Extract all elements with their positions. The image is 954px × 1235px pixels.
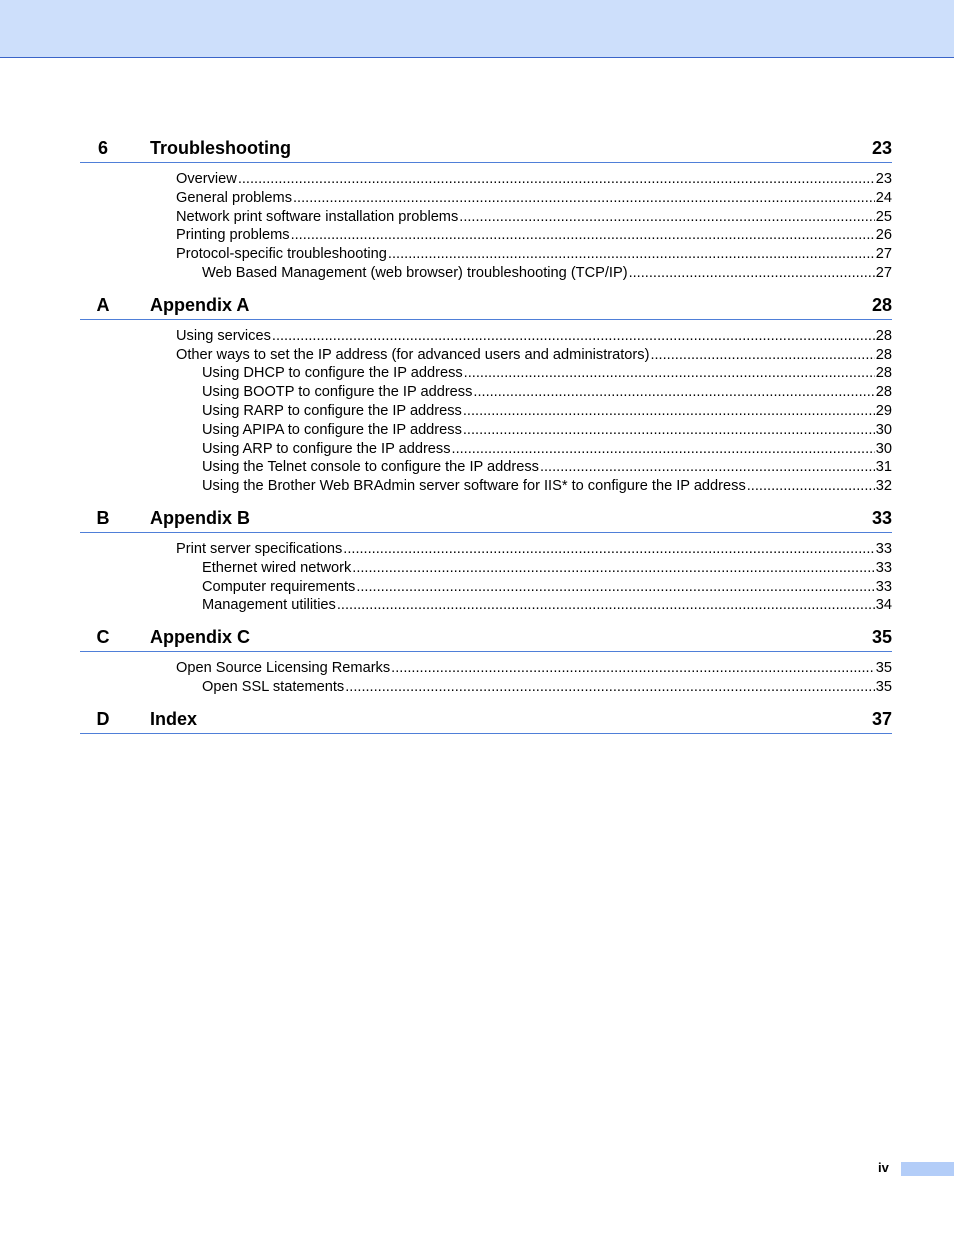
toc-entry-title: Other ways to set the IP address (for advanced users and administrators) (176, 346, 650, 363)
chapter-heading[interactable] (80, 506, 892, 533)
dot-leader (473, 383, 874, 402)
chapter-page-number: 33 (871, 507, 892, 528)
chapter-number: D (96, 708, 110, 729)
toc-chapter (80, 625, 892, 697)
toc-entry-list (80, 163, 892, 283)
chapter-page-number: 28 (871, 294, 892, 315)
toc-entry-title: Computer requirements (202, 578, 356, 595)
toc-chapter (80, 707, 892, 741)
chapter-title: Troubleshooting (150, 138, 291, 158)
toc-chapter (80, 293, 892, 496)
toc-entry-title: Using BOOTP to configure the IP address (202, 384, 473, 401)
toc-entry-page-number: 28 (875, 365, 892, 382)
toc-entry[interactable] (80, 596, 892, 615)
dot-leader (337, 596, 875, 615)
toc-entry-page-number: 28 (875, 327, 892, 344)
dot-leader (650, 346, 874, 365)
toc-entry-title: Web Based Management (web browser) troubleshooting (TCP/IP) (202, 264, 628, 281)
toc-entry-title: Overview (176, 171, 237, 187)
chapter-number: C (96, 627, 110, 648)
page-header-band (0, 0, 954, 58)
chapter-title: Index (150, 708, 198, 729)
toc-entry[interactable] (80, 540, 892, 559)
page-number: iv (878, 1160, 889, 1175)
toc-entry-title: Open Source Licensing Remarks (176, 660, 391, 677)
toc-entry[interactable] (80, 208, 892, 227)
dot-leader (540, 458, 875, 477)
chapter-number: A (96, 294, 110, 315)
toc-entry-title: Open SSL statements (202, 678, 345, 695)
toc-entry-page-number: 32 (875, 478, 892, 495)
toc-entry[interactable] (80, 226, 892, 245)
toc-entry-title: Using RARP to configure the IP address (202, 402, 462, 419)
toc-entry-page-number: 33 (875, 578, 892, 595)
chapter-page-number: 37 (871, 708, 892, 729)
chapter-heading[interactable] (80, 293, 892, 320)
dot-leader (452, 440, 875, 459)
toc-entry[interactable] (80, 170, 892, 189)
chapter-number: 6 (97, 138, 108, 158)
toc-entry-page-number: 29 (875, 402, 892, 419)
toc-entry[interactable] (80, 440, 892, 459)
dot-leader (459, 208, 875, 227)
toc-entry[interactable] (80, 264, 892, 283)
toc-entry[interactable] (80, 678, 892, 697)
toc-entry-page-number: 35 (875, 660, 892, 677)
chapter-page-number: 35 (871, 627, 892, 648)
toc-entry-page-number: 33 (875, 559, 892, 576)
chapter-heading[interactable] (80, 625, 892, 652)
toc-entry-title: Network print software installation problems (176, 208, 459, 225)
toc-entry[interactable] (80, 659, 892, 678)
chapter-title: Appendix C (150, 627, 251, 648)
dot-leader (343, 540, 874, 559)
dot-leader (388, 245, 875, 264)
toc-entry-title: Management utilities (202, 597, 336, 614)
dot-leader (463, 402, 875, 421)
chapter-number: B (96, 507, 110, 528)
toc-entry-page-number: 28 (875, 346, 892, 363)
toc-entry[interactable] (80, 402, 892, 421)
toc-entry-page-number: 23 (875, 171, 892, 187)
toc-entry-page-number: 27 (875, 264, 892, 281)
dot-leader (629, 264, 875, 283)
toc-chapter (80, 136, 892, 283)
toc-entry-title: Using ARP to configure the IP address (202, 440, 451, 457)
dot-leader (291, 226, 875, 245)
toc-entry-page-number: 31 (875, 459, 892, 476)
footer-tab (901, 1162, 954, 1176)
toc-entry[interactable] (80, 477, 892, 496)
toc-entry[interactable] (80, 245, 892, 264)
toc-entry[interactable] (80, 559, 892, 578)
chapter-title: Appendix B (150, 507, 251, 528)
toc-entry-title: Using DHCP to configure the IP address (202, 365, 463, 382)
toc-entry-page-number: 30 (875, 440, 892, 457)
toc-entry-page-number: 34 (875, 597, 892, 614)
toc-entry-list (80, 652, 892, 697)
toc-entry-title: Printing problems (176, 227, 290, 244)
toc-entry-list (80, 533, 892, 615)
chapter-heading[interactable] (80, 707, 892, 734)
table-of-contents (80, 136, 892, 751)
chapter-page-number: 23 (871, 138, 892, 158)
toc-entry-list (80, 320, 892, 496)
toc-entry-page-number: 30 (875, 421, 892, 438)
toc-entry[interactable] (80, 383, 892, 402)
dot-leader (272, 327, 875, 346)
toc-entry-page-number: 26 (875, 227, 892, 244)
dot-leader (345, 678, 875, 697)
toc-entry-title: General problems (176, 189, 292, 206)
toc-entry-title: Using the Telnet console to configure the IP address (202, 459, 539, 476)
toc-entry[interactable] (80, 364, 892, 383)
toc-entry-title: Using services (176, 327, 271, 344)
toc-entry-page-number: 27 (875, 246, 892, 263)
toc-entry[interactable] (80, 421, 892, 440)
toc-chapter (80, 506, 892, 615)
toc-entry[interactable] (80, 578, 892, 597)
toc-entry-title: Print server specifications (176, 540, 343, 557)
dot-leader (391, 659, 875, 678)
toc-entry[interactable] (80, 458, 892, 477)
dot-leader (464, 364, 875, 383)
dot-leader (747, 477, 875, 496)
toc-entry-title: Ethernet wired network (202, 559, 352, 576)
chapter-heading[interactable] (80, 136, 892, 163)
toc-entry-page-number: 24 (875, 189, 892, 206)
dot-leader (352, 559, 875, 578)
dot-leader (463, 421, 875, 440)
chapter-title: Appendix A (150, 294, 250, 315)
dot-leader (238, 170, 875, 189)
toc-entry-page-number: 28 (875, 384, 892, 401)
toc-entry-page-number: 33 (875, 540, 892, 557)
toc-entry[interactable] (80, 189, 892, 208)
toc-entry-title: Using the Brother Web BRAdmin server software for IIS* to configure the IP address (202, 478, 746, 495)
toc-entry-page-number: 35 (875, 678, 892, 695)
toc-entry[interactable] (80, 346, 892, 365)
dot-leader (293, 189, 875, 208)
toc-entry-list (80, 734, 892, 741)
toc-entry[interactable] (80, 327, 892, 346)
toc-entry-title: Protocol-specific troubleshooting (176, 246, 387, 263)
dot-leader (356, 578, 874, 597)
toc-entry-title: Using APIPA to configure the IP address (202, 421, 462, 438)
toc-entry-page-number: 25 (875, 208, 892, 225)
